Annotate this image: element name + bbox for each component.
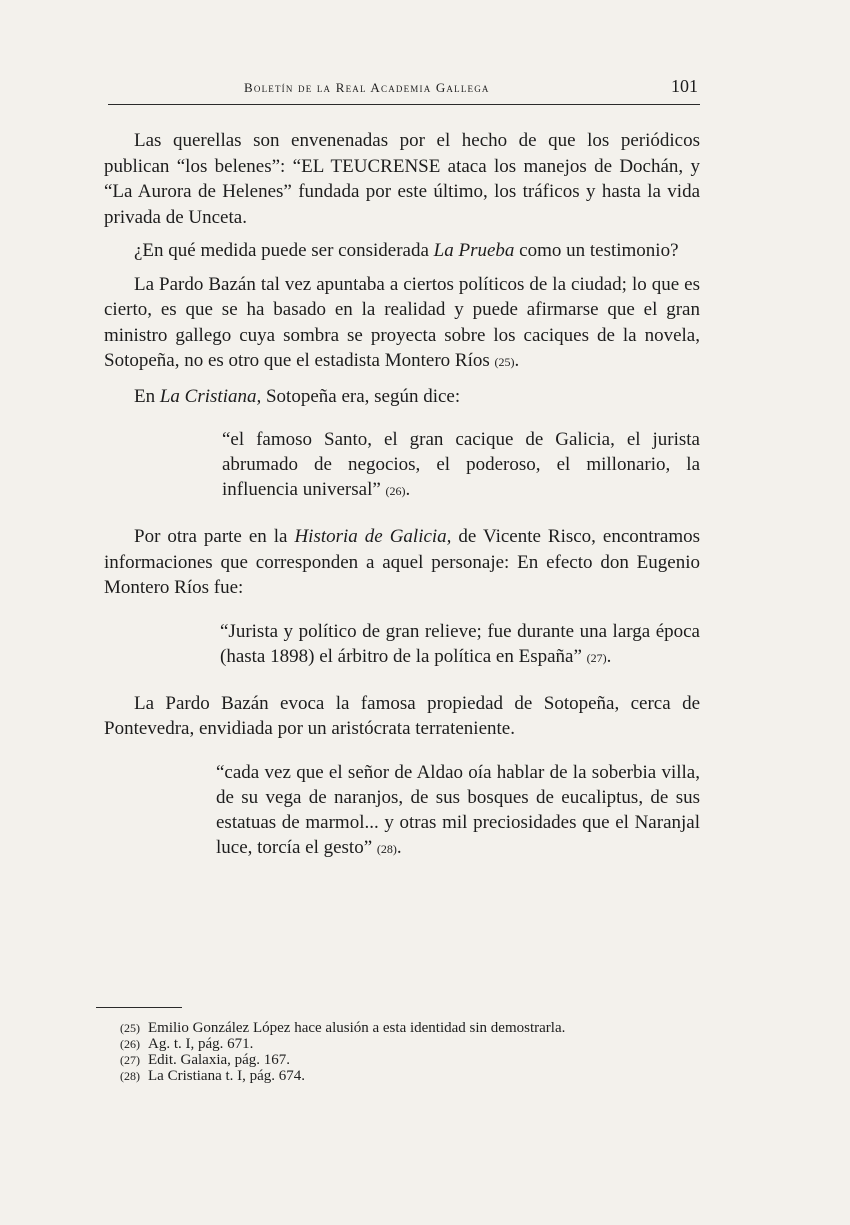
footnote-ref-27: (27) — [586, 650, 607, 665]
title-historia-de-galicia: Historia de Galicia, — [294, 526, 452, 547]
paragraph-propiedad: La Pardo Bazán evoca la famosa propiedad de Sotopeña, cerca de Pontevedra, envidiada por un aristócrata terrateniente. — [104, 692, 700, 739]
paragraph-pardo-bazan: La Pardo Bazán tal vez apuntaba a ciertos políticos de la ciudad; lo que es cierto, es que se ha basado en la realidad y puede afirmarse que el gran ministro gallego cuya sombra se proyecta sobre los caciques de la novela, Sotopeña, no es otro que el estadista Montero Ríos (25). — [104, 273, 700, 371]
page-number: 101 — [671, 76, 698, 96]
paragraph-question: ¿En qué medida puede ser considerada La Prueba como un testimonio? — [134, 240, 679, 261]
title-la-prueba: La Prueba — [433, 240, 515, 261]
journal-title: Boletín de la Real Academia Gallega — [244, 80, 490, 95]
paragraph-querellas: Las querellas son envenenadas por el hecho de que los periódicos publican “los belenes”: “EL TEUCRENSE ataca los manejos de Dochán, y “La Aurora de Helenes” fundada por este último, los tráficos y hasta la vida privada de Unceta. — [104, 130, 700, 228]
footnote-divider — [96, 1007, 182, 1008]
title-la-cristiana: La Cristiana, — [159, 385, 262, 407]
footnote-ref-28: (28) — [376, 841, 397, 856]
footnote-25: (25) Emilio González López hace alusión a esta identidad sin demostrarla. — [120, 1020, 566, 1036]
block-quote-2: “Jurista y político de gran relieve; fue durante una larga época (hasta 1898) el árbitro de la política en España” (27). — [220, 620, 700, 667]
paragraph-historia: Por otra parte en la Historia de Galicia, de Vicente Risco, encontramos informaciones que corresponden a aquel personaje: En efecto don Eugenio Montero Ríos fue: — [104, 526, 700, 598]
footnote-27: (27) Edit. Galaxia, pág. 167. — [120, 1052, 291, 1068]
block-quote-3: “cada vez que el señor de Aldao oía hablar de la soberbia villa, de su vega de naranjos, de sus bosques de eucaliptus, de sus estatuas de marmol... y otras mil preciosidades que el Naranjal luce, torcía el gesto” (28). — [216, 761, 700, 858]
block-quote-1: “el famoso Santo, el gran cacique de Galicia, el jurista abrumado de negocios, el poderoso, el millonario, la influencia universal” (26). — [222, 429, 700, 500]
footnote-26: (26) Ag. t. I, pág. 671. — [120, 1036, 254, 1052]
footnote-28: (28) La Cristiana t. I, pág. 674. — [120, 1068, 306, 1084]
body-text — [104, 128, 700, 882]
footnote-ref-26: (26) — [385, 484, 406, 498]
paragraph-la-cristiana: En La Cristiana, Sotopeña era, según dice: — [134, 385, 461, 407]
running-header — [108, 74, 700, 105]
footnote-ref-25: (25) — [494, 355, 515, 369]
footnotes — [104, 1020, 694, 1084]
